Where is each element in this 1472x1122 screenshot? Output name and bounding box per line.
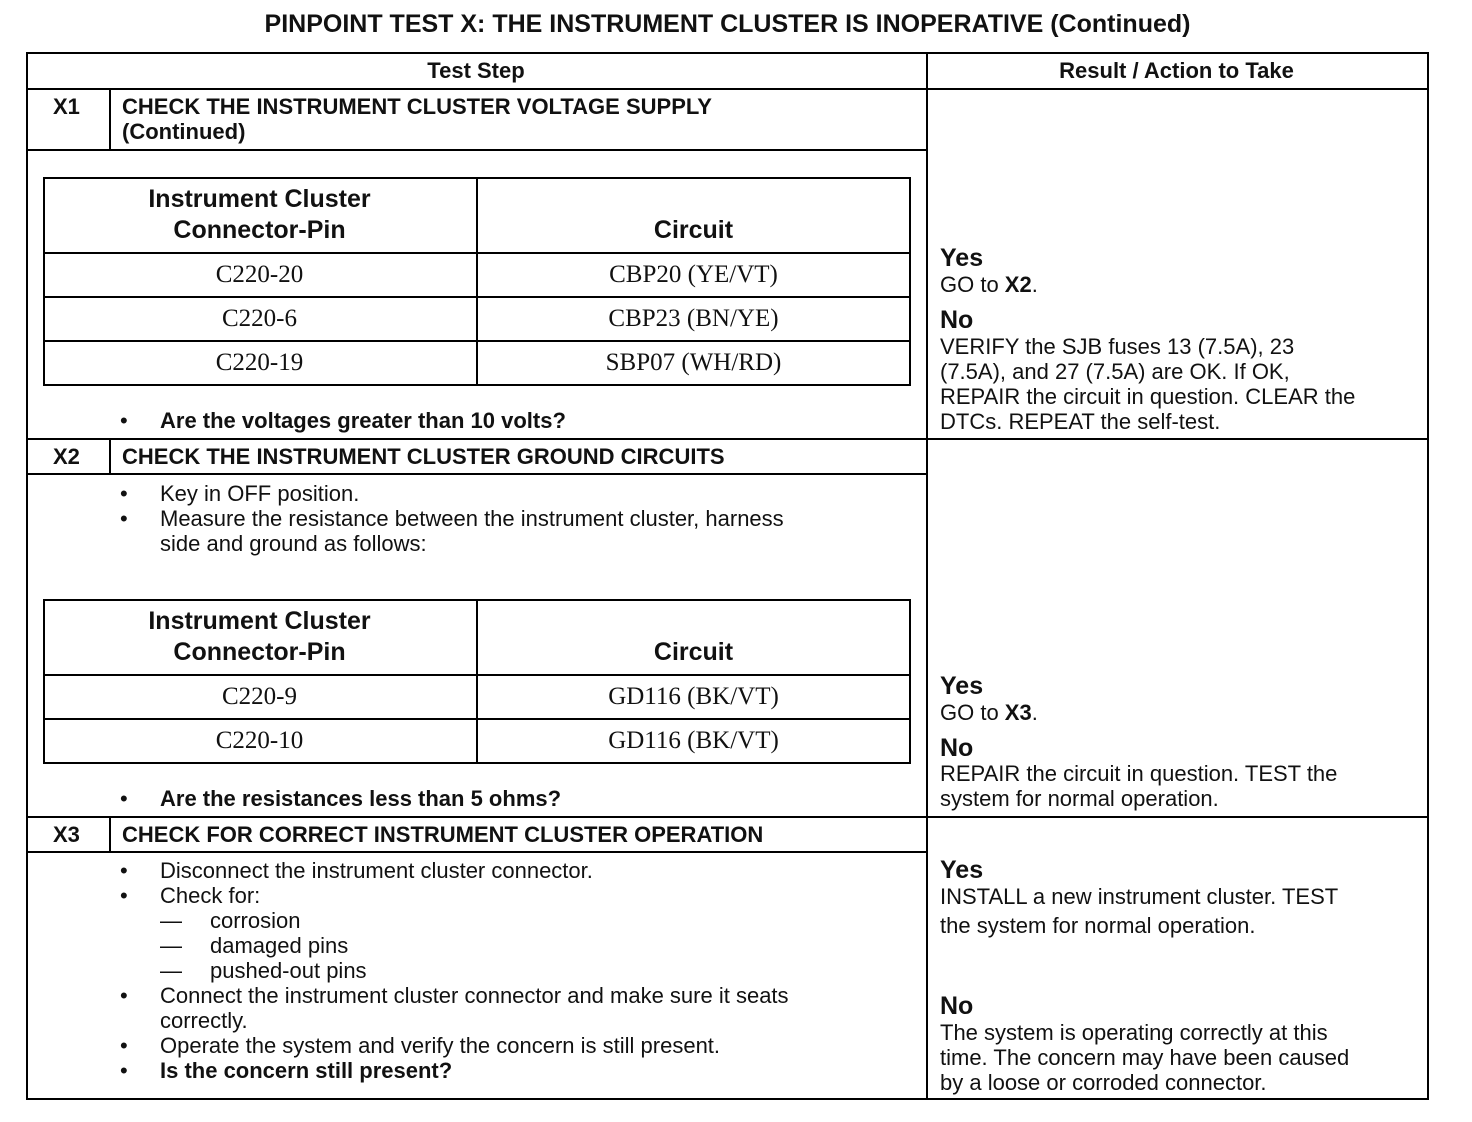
bullet-dot: • — [120, 408, 128, 433]
test-step-header: Test Step — [427, 58, 525, 83]
bullet-dot: • — [120, 1033, 128, 1058]
dash-mark: — — [160, 933, 182, 958]
step-title: CHECK THE INSTRUMENT CLUSTER VOLTAGE SUPPLY — [122, 94, 712, 119]
circuit-cell: GD116 (BK/VT) — [608, 727, 779, 754]
result-yes-label: Yes — [940, 672, 984, 700]
result-no-label: No — [940, 992, 974, 1020]
bullet-dot: • — [120, 506, 128, 531]
step-question: Are the resistances less than 5 ohms? — [160, 786, 562, 811]
result-no-line: VERIFY the SJB fuses 13 (7.5A), 23 — [940, 334, 1295, 359]
result-no-label: No — [940, 306, 974, 334]
result-yes-label: Yes — [940, 244, 984, 272]
bullet-dot: • — [120, 481, 128, 506]
result-yes-text: GO to X2. — [940, 272, 1038, 297]
dash-mark: — — [160, 958, 182, 983]
result-yes-text: GO to X3. — [940, 700, 1038, 725]
instruction-text-continued: correctly. — [160, 1008, 248, 1033]
result-no-line: DTCs. REPEAT the self-test. — [940, 409, 1221, 434]
step-question: Is the concern still present? — [160, 1058, 453, 1083]
pin-cell: C220-6 — [222, 305, 297, 332]
result-no-line: system for normal operation. — [940, 786, 1219, 811]
instruction-text: Operate the system and verify the concern is still present. — [160, 1033, 721, 1058]
result-header: Result / Action to Take — [1059, 58, 1294, 83]
step-title: CHECK FOR CORRECT INSTRUMENT CLUSTER OPERATION — [122, 822, 764, 847]
column-header-pin: Instrument Cluster — [148, 607, 371, 635]
bullet-dot: • — [120, 858, 128, 883]
circuit-cell: GD116 (BK/VT) — [608, 683, 779, 710]
result-no-line: by a loose or corroded connector. — [940, 1070, 1267, 1095]
check-item: damaged pins — [210, 933, 349, 958]
bullet-dot: • — [120, 883, 128, 908]
pin-cell: C220-9 — [222, 683, 297, 710]
page-title: PINPOINT TEST X: THE INSTRUMENT CLUSTER IS INOPERATIVE (Continued) — [264, 10, 1191, 38]
result-yes-line: the system for normal operation. — [940, 913, 1256, 938]
check-item: pushed-out pins — [210, 958, 367, 983]
result-no-line: REPAIR the circuit in question. CLEAR the — [940, 384, 1356, 409]
step-title: CHECK THE INSTRUMENT CLUSTER GROUND CIRCUITS — [122, 444, 725, 469]
circuit-cell: CBP23 (BN/YE) — [608, 305, 779, 332]
step-id: X2 — [53, 444, 80, 469]
column-header-pin: Instrument Cluster — [148, 185, 371, 213]
dash-mark: — — [160, 908, 182, 933]
instruction-text: Disconnect the instrument cluster connector. — [160, 858, 593, 883]
step-title-continued: (Continued) — [122, 119, 246, 144]
pin-cell: C220-10 — [215, 727, 304, 754]
bullet-dot: • — [120, 1058, 128, 1083]
instruction-text-continued: side and ground as follows: — [160, 531, 427, 556]
result-no-line: time. The concern may have been caused — [940, 1045, 1350, 1070]
result-no-line: REPAIR the circuit in question. TEST the — [940, 761, 1338, 786]
instruction-text: Measure the resistance between the instrument cluster, harness — [160, 506, 784, 531]
column-header-pin-2: Connector-Pin — [173, 638, 346, 666]
result-yes-line: INSTALL a new instrument cluster. TEST — [940, 884, 1339, 909]
step-id: X1 — [53, 94, 80, 119]
instruction-text: Connect the instrument cluster connector and make sure it seats — [160, 983, 789, 1008]
circuit-cell: CBP20 (YE/VT) — [609, 261, 778, 288]
result-no-line: The system is operating correctly at this — [940, 1020, 1328, 1045]
pin-cell: C220-20 — [215, 261, 304, 288]
result-no-label: No — [940, 734, 974, 762]
instruction-text: Key in OFF position. — [160, 481, 360, 506]
result-no-line: (7.5A), and 27 (7.5A) are OK. If OK, — [940, 359, 1290, 384]
check-item: corrosion — [210, 908, 301, 933]
step-question: Are the voltages greater than 10 volts? — [160, 408, 566, 433]
bullet-dot: • — [120, 983, 128, 1008]
pin-cell: C220-19 — [215, 349, 304, 376]
column-header-pin-2: Connector-Pin — [173, 216, 346, 244]
step-id: X3 — [53, 822, 80, 847]
column-header-circuit: Circuit — [653, 216, 734, 244]
column-header-circuit: Circuit — [653, 638, 734, 666]
instruction-text: Check for: — [160, 883, 261, 908]
circuit-cell: SBP07 (WH/RD) — [605, 349, 782, 376]
result-yes-label: Yes — [940, 856, 984, 884]
bullet-dot: • — [120, 786, 128, 811]
